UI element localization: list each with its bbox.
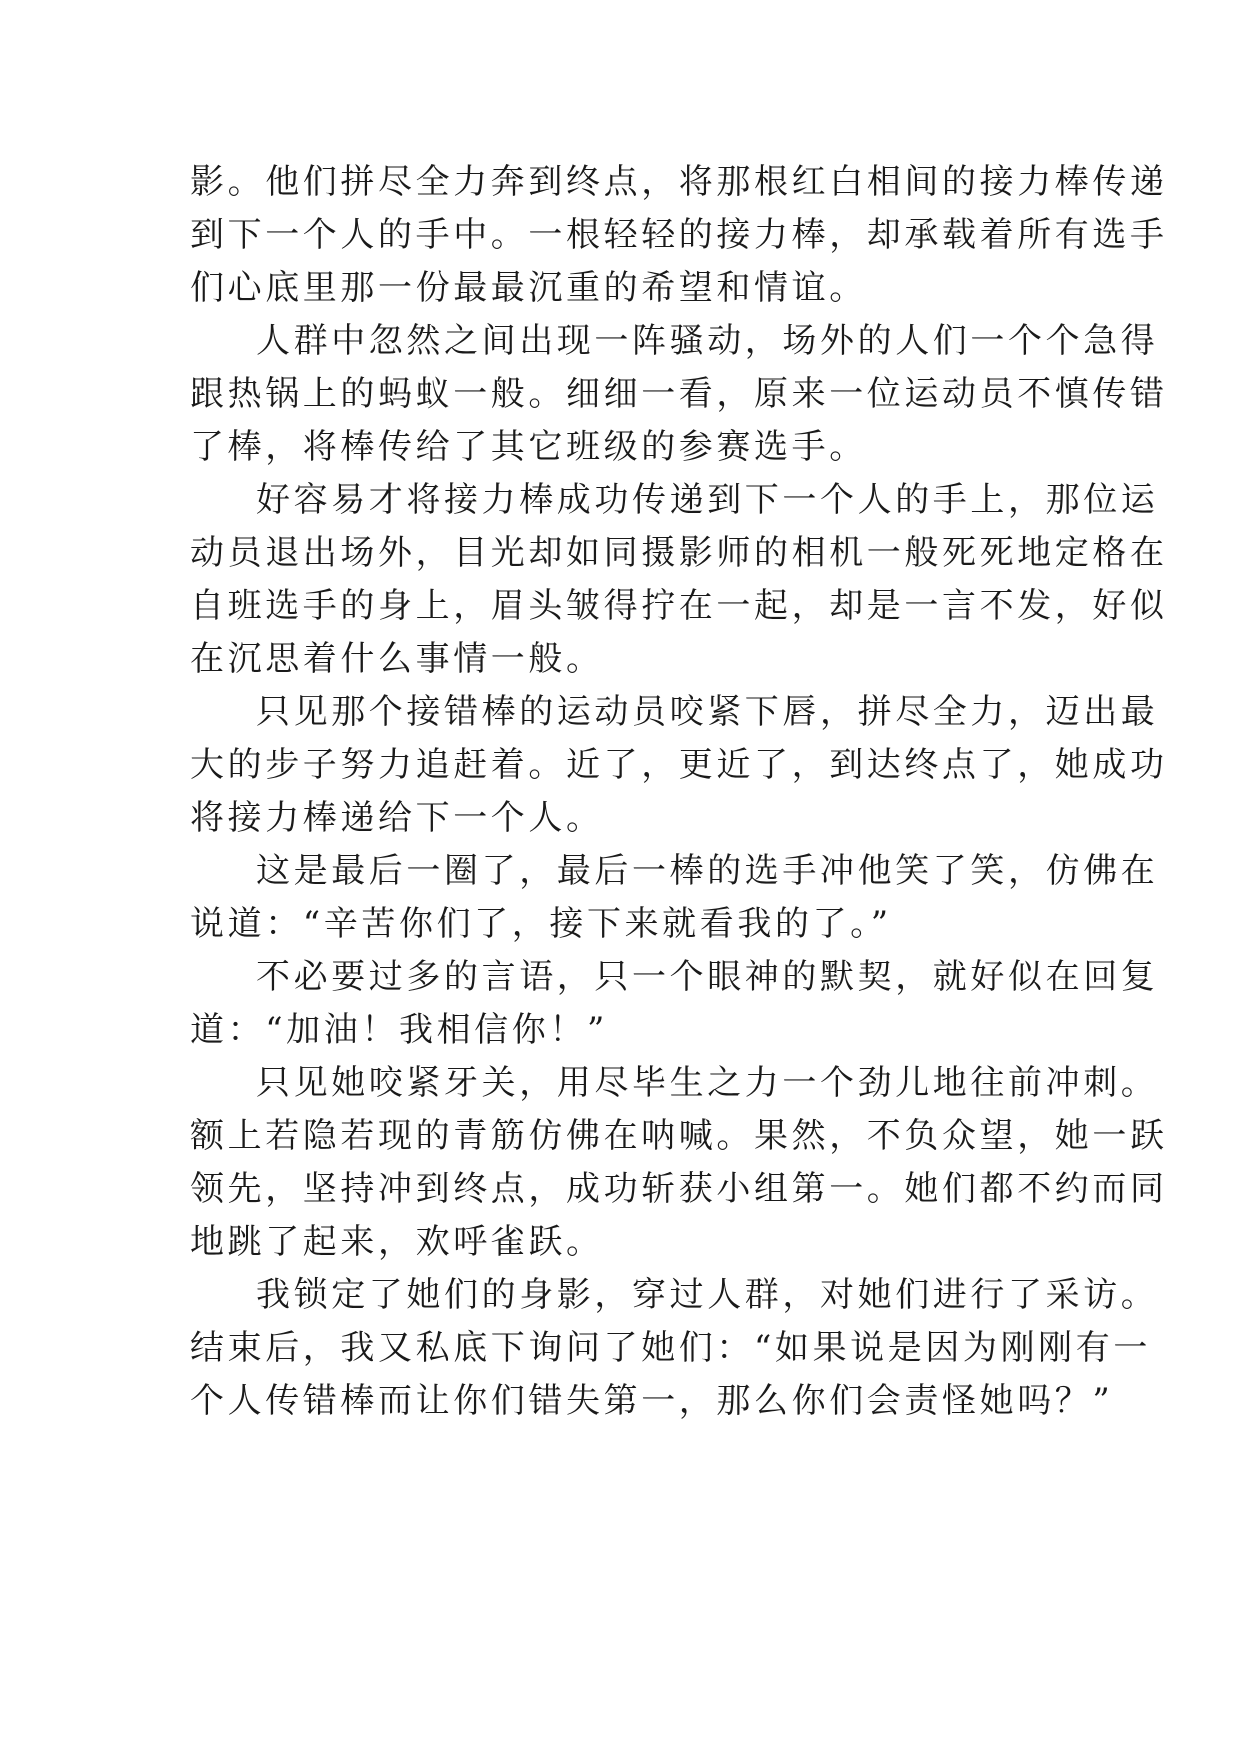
text-line: 大的步子努力追赶着。近了，更近了，到达终点了，她成功 (190, 745, 1168, 785)
text-line: 领先，坚持冲到终点，成功斩获小组第一。她们都不约而同 (190, 1169, 1168, 1209)
text-line: 将接力棒递给下一个人。 (190, 798, 604, 838)
text-line: 只见她咬紧牙关，用尽毕生之力一个劲儿地往前冲刺。 (256, 1063, 1159, 1103)
text-line: 只见那个接错棒的运动员咬紧下唇，拼尽全力，迈出最 (256, 692, 1159, 732)
text-line: 额上若隐若现的青筋仿佛在呐喊。果然，不负众望，她一跃 (190, 1116, 1168, 1156)
text-line: 动员退出场外，目光却如同摄影师的相机一般死死地定格在 (190, 533, 1168, 573)
text-line: 道：“加油！我相信你！” (190, 1010, 608, 1050)
text-line: 了棒，将棒传给了其它班级的参赛选手。 (190, 427, 867, 467)
text-line: 们心底里那一份最最沉重的希望和情谊。 (190, 268, 867, 308)
text-line: 地跳了起来，欢呼雀跃。 (190, 1222, 604, 1262)
text-line: 自班选手的身上，眉头皱得拧在一起，却是一言不发，好似 (190, 586, 1168, 626)
text-line: 好容易才将接力棒成功传递到下一个人的手上，那位运 (256, 480, 1159, 520)
text-line: 我锁定了她们的身影，穿过人群，对她们进行了采访。 (256, 1275, 1159, 1315)
text-line: 跟热锅上的蚂蚁一般。细细一看，原来一位运动员不慎传错 (190, 374, 1168, 414)
text-line: 说道：“辛苦你们了，接下来就看我的了。” (190, 904, 892, 944)
text-line: 影。他们拼尽全力奔到终点，将那根红白相间的接力棒传递 (190, 162, 1168, 202)
text-line: 到下一个人的手中。一根轻轻的接力棒，却承载着所有选手 (190, 215, 1168, 255)
text-line: 个人传错棒而让你们错失第一，那么你们会责怪她吗？” (190, 1381, 1114, 1421)
text-line: 不必要过多的言语，只一个眼神的默契，就好似在回复 (256, 957, 1159, 997)
text-line: 在沉思着什么事情一般。 (190, 639, 604, 679)
text-line: 这是最后一圈了，最后一棒的选手冲他笑了笑，仿佛在 (256, 851, 1159, 891)
text-line: 人群中忽然之间出现一阵骚动，场外的人们一个个急得 (256, 321, 1159, 361)
text-line: 结束后，我又私底下询问了她们：“如果说是因为刚刚有一 (190, 1328, 1151, 1368)
